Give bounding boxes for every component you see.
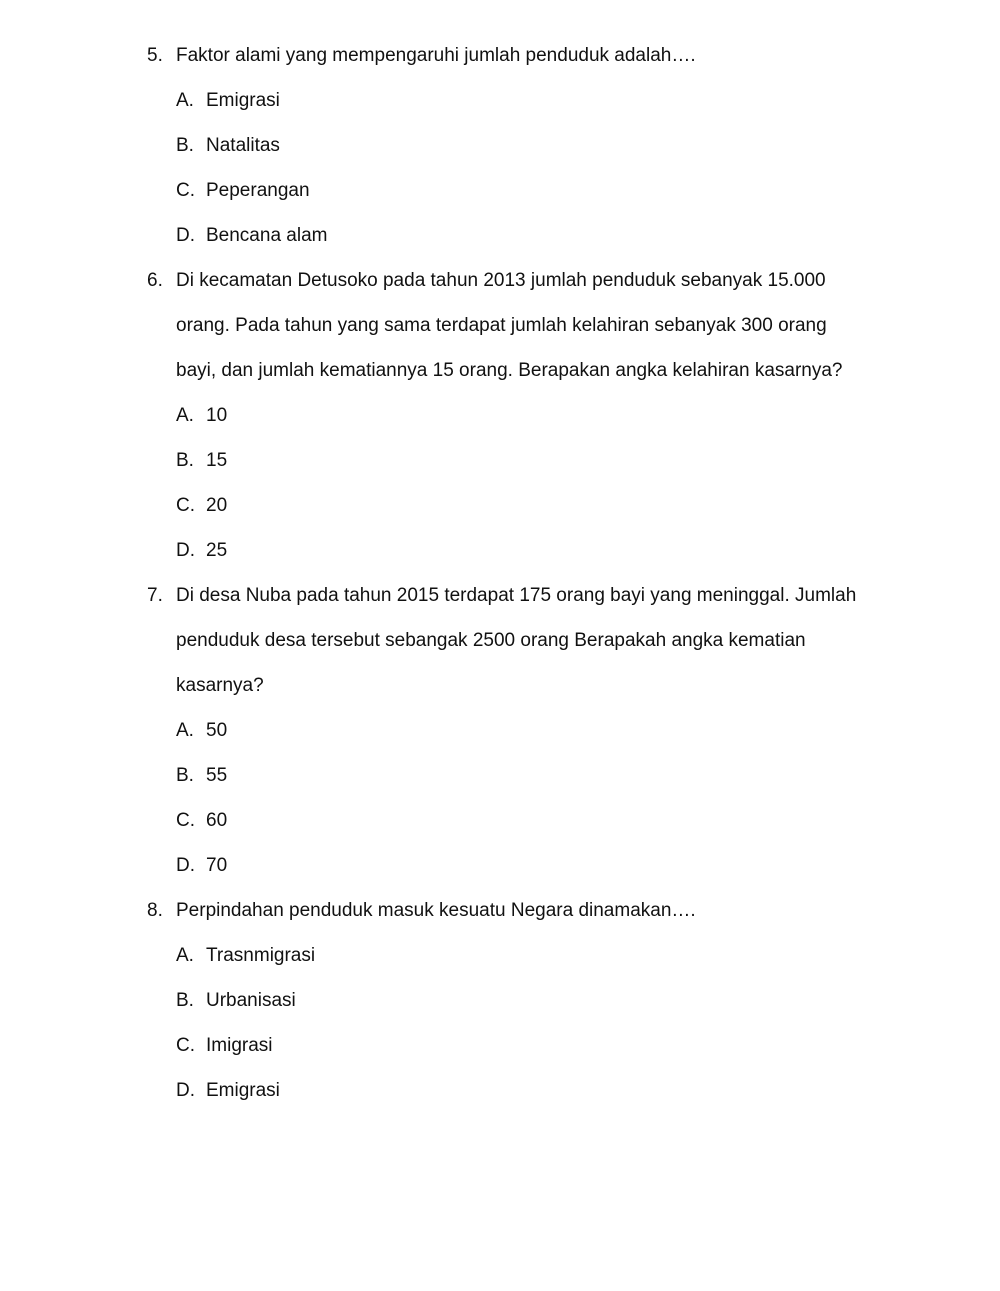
option-text: 55 bbox=[206, 765, 228, 786]
option-letter: A. bbox=[176, 90, 194, 111]
option-letter: C. bbox=[176, 495, 195, 516]
question-text: bayi, dan jumlah kematiannya 15 orang. Berapakan angka kelahiran kasarnya? bbox=[176, 360, 843, 381]
question-text: Perpindahan penduduk masuk kesuatu Negara dinamakan…. bbox=[176, 900, 696, 921]
option-letter: B. bbox=[176, 450, 194, 471]
option-letter: D. bbox=[176, 225, 195, 246]
option-text: 20 bbox=[206, 495, 228, 516]
option-text: 50 bbox=[206, 720, 228, 741]
question-text: Di desa Nuba pada tahun 2015 terdapat 175 orang bayi yang meninggal. Jumlah bbox=[176, 585, 857, 606]
option-text: Peperangan bbox=[206, 180, 310, 201]
option-text: 15 bbox=[206, 450, 228, 471]
option-text: Urbanisasi bbox=[206, 990, 296, 1011]
option-letter: A. bbox=[176, 945, 194, 966]
option-text: 25 bbox=[206, 540, 228, 561]
option-text: Emigrasi bbox=[206, 90, 280, 111]
option-letter: B. bbox=[176, 990, 194, 1011]
option-text: Bencana alam bbox=[206, 225, 328, 246]
question-text: Di kecamatan Detusoko pada tahun 2013 jumlah penduduk sebanyak 15.000 bbox=[176, 270, 826, 291]
option-text: 70 bbox=[206, 855, 228, 876]
question-text: orang. Pada tahun yang sama terdapat jumlah kelahiran sebanyak 300 orang bbox=[176, 315, 827, 336]
question-number: 8. bbox=[147, 900, 163, 921]
option-text: Emigrasi bbox=[206, 1080, 280, 1101]
option-letter: D. bbox=[176, 855, 195, 876]
option-text: 60 bbox=[206, 810, 228, 831]
option-letter: C. bbox=[176, 1035, 195, 1056]
option-letter: C. bbox=[176, 180, 195, 201]
option-letter: B. bbox=[176, 765, 194, 786]
question-text: penduduk desa tersebut sebangak 2500 orang Berapakah angka kematian bbox=[176, 630, 806, 651]
option-text: Natalitas bbox=[206, 135, 280, 156]
option-letter: D. bbox=[176, 540, 195, 561]
option-text: 10 bbox=[206, 405, 228, 426]
question-text: kasarnya? bbox=[176, 675, 264, 696]
question-number: 5. bbox=[147, 45, 163, 66]
option-letter: C. bbox=[176, 810, 195, 831]
question-text: Faktor alami yang mempengaruhi jumlah penduduk adalah…. bbox=[176, 45, 696, 66]
option-text: Trasnmigrasi bbox=[206, 945, 316, 966]
option-letter: A. bbox=[176, 405, 194, 426]
question-number: 6. bbox=[147, 270, 163, 291]
option-letter: D. bbox=[176, 1080, 195, 1101]
option-text: Imigrasi bbox=[206, 1035, 273, 1056]
option-letter: B. bbox=[176, 135, 194, 156]
option-letter: A. bbox=[176, 720, 194, 741]
question-number: 7. bbox=[147, 585, 163, 606]
